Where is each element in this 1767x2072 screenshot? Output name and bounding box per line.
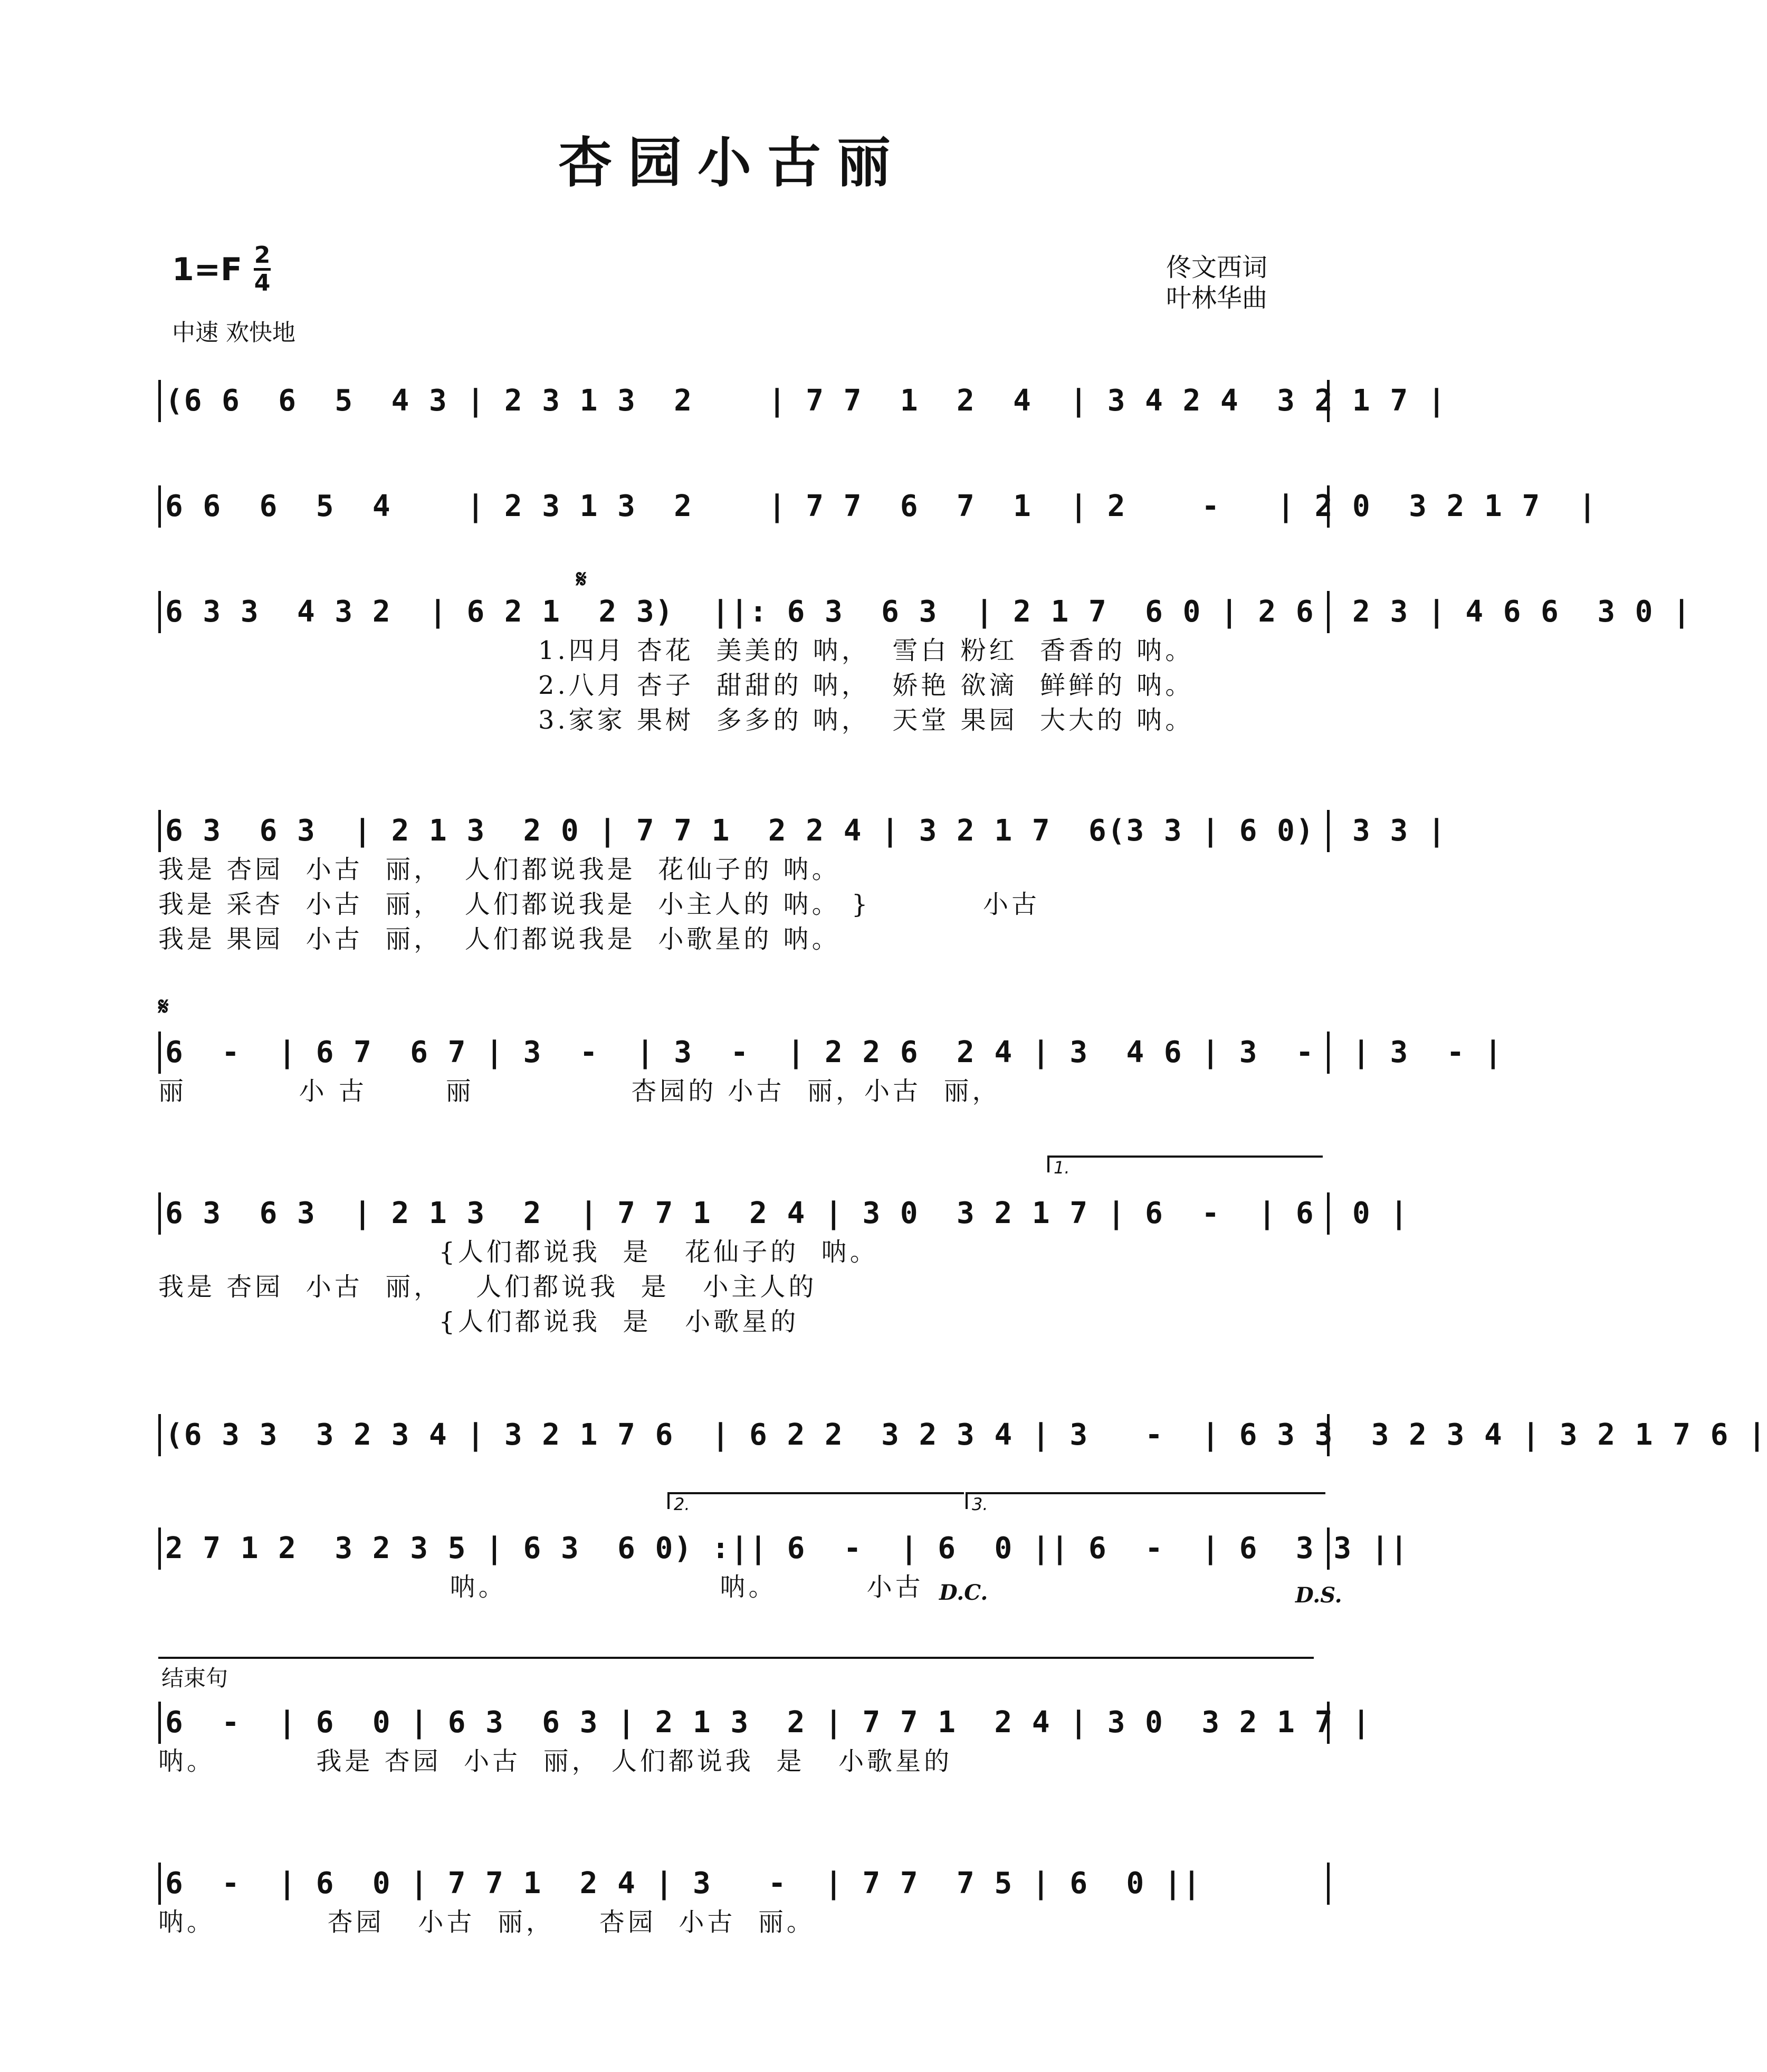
notation-line: 6 3 3 4 3 2 | 6 2 1 2 3) ||: 6 3 6 3 | 2 1 7 6 0 | 2 6 2 3 | 4 6 6 3 0 | xyxy=(158,591,1330,633)
notation-line: 6 - | 6 0 | 6 3 6 3 | 2 1 3 2 | 7 7 1 2 4 | 3 0 3 2 1 7 | xyxy=(158,1702,1330,1744)
credits xyxy=(1166,252,1267,313)
dal-segno-mark: D.S. xyxy=(1295,1583,1342,1608)
lyric-verse-2: 2.八月 杏子 甜甜的 呐， 娇艳 欲滴 鲜鲜的 呐。 xyxy=(538,671,1194,700)
lyric-line-3: {人们都说我 是 小歌星的 xyxy=(158,1307,799,1336)
tempo-marking: 中速 欢快地 xyxy=(172,319,295,346)
notation-line: 2 7 1 2 3 2 3 5 | 6 3 6 0) :|| 6 - | 6 0 || 6 - | 6 3 3 || xyxy=(158,1527,1330,1570)
song-title: 杏园小古丽 xyxy=(558,131,906,195)
volta-1: 1. xyxy=(1047,1156,1323,1172)
time-signature-top: 2 xyxy=(254,242,271,269)
notation-line: (6 3 3 3 2 3 4 | 3 2 1 7 6 | 6 2 2 3 2 3 4 | 3 - | 6 3 3 3 2 3 4 | 3 2 1 7 6 | xyxy=(158,1414,1330,1456)
time-signature xyxy=(254,244,271,295)
composer: 叶林华曲 xyxy=(1166,283,1268,313)
notation-line: 6 3 6 3 | 2 1 3 2 | 7 7 1 2 4 | 3 0 3 2 1 7 | 6 - | 6 0 | xyxy=(158,1192,1330,1235)
key-label: 1=F xyxy=(172,251,243,288)
notation-line: 6 - | 6 7 6 7 | 3 - | 3 - | 2 2 6 2 4 | 3 4 6 | 3 - | 3 - | xyxy=(158,1032,1330,1074)
notation-line: 6 - | 6 0 | 7 7 1 2 4 | 3 - | 7 7 7 5 | 6 0 || xyxy=(158,1863,1330,1905)
segno-mark: 𝄋 xyxy=(158,992,169,1020)
score-row-8 xyxy=(158,1527,1409,1605)
score-row-5 xyxy=(158,1032,1503,1109)
coda-bracket xyxy=(158,1657,1314,1659)
lyric-line: 呐。 杏园 小古 丽， 杏园 小古 丽。 xyxy=(158,1907,815,1937)
score-row-4 xyxy=(158,810,1447,957)
lyric-line-3: 我是 果园 小古 丽， 人们都说我是 小歌星的 呐。 xyxy=(158,924,840,954)
score-row-7 xyxy=(158,1414,1767,1456)
score-row-9 xyxy=(158,1702,1371,1779)
key-signature xyxy=(172,244,271,295)
score-row-10 xyxy=(158,1863,1330,1940)
lyric-line-1: {人们都说我 是 花仙子的 呐。 xyxy=(158,1237,878,1267)
notation-line: 6 3 6 3 | 2 1 3 2 0 | 7 7 1 2 2 4 | 3 2 1 7 6(3 3 | 6 0) 3 3 | xyxy=(158,810,1330,852)
coda-label: 结束句 xyxy=(161,1665,228,1691)
lyric-verse-1: 1.四月 杏花 美美的 呐， 雪白 粉红 香香的 呐。 xyxy=(538,636,1194,665)
segno-mark: 𝄋 xyxy=(576,565,587,593)
lyric-verse-3: 3.家家 果树 多多的 呐， 天堂 果园 大大的 呐。 xyxy=(538,705,1194,735)
lyric-line: 丽 小 古 丽 杏园的 小古 丽，小古 丽， xyxy=(158,1076,1001,1106)
lyric-line: 呐。 呐。 小古 xyxy=(158,1572,924,1602)
time-signature-bottom: 4 xyxy=(254,270,271,297)
score-row-6 xyxy=(158,1192,1409,1339)
lyric-line-2: 我是 杏园 小古 丽， 人们都说我 是 小主人的 xyxy=(158,1272,817,1302)
da-capo-mark: D.C. xyxy=(939,1580,988,1605)
notation-line: (6 6 6 5 4 3 | 2 3 1 3 2 | 7 7 1 2 4 | 3 4 2 4 3 2 1 7 | xyxy=(158,380,1330,422)
lyric-line-2: 我是 采杏 小古 丽， 人们都说我是 小主人的 呐。 } 小古 xyxy=(158,890,1040,919)
score-row-3 xyxy=(158,591,1692,738)
score-row-2 xyxy=(158,485,1598,528)
lyric-line: 呐。 我是 杏园 小古 丽， 人们都说我 是 小歌星的 xyxy=(158,1746,953,1776)
score-row-1 xyxy=(158,380,1447,422)
volta-3: 3. xyxy=(966,1492,1325,1509)
lyric-line-1: 我是 杏园 小古 丽， 人们都说我是 花仙子的 呐。 xyxy=(158,855,840,884)
volta-2: 2. xyxy=(667,1492,964,1509)
notation-line: 6 6 6 5 4 | 2 3 1 3 2 | 7 7 6 7 1 | 2 - | 2 0 3 2 1 7 | xyxy=(158,485,1330,528)
lyricist: 佟文西词 xyxy=(1166,253,1268,282)
